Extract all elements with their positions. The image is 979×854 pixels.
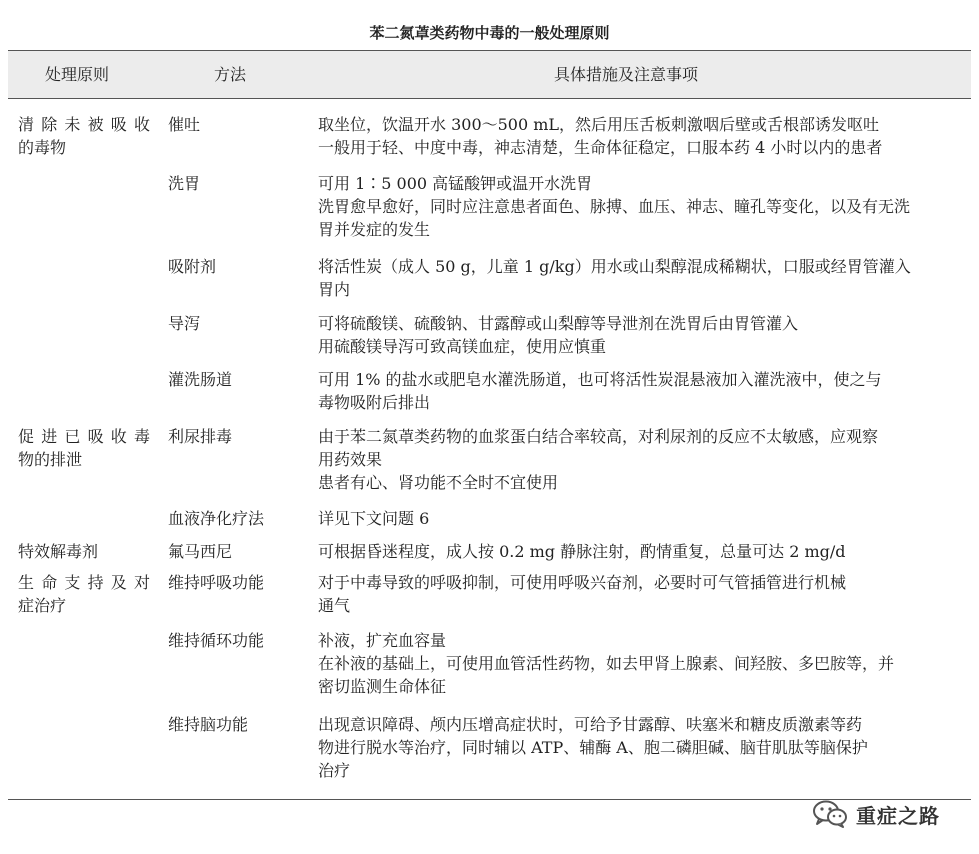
- detail-line: 胃内: [318, 280, 351, 299]
- detail-line: 详见下文问题 6: [318, 509, 430, 528]
- detail-line: 用硫酸镁导泻可致高镁血症，使用应慎重: [318, 337, 607, 356]
- detail-cell: [318, 113, 963, 159]
- detail-line: 毒物吸附后排出: [318, 393, 431, 412]
- method-cell: 维持呼吸功能: [168, 573, 265, 592]
- wechat-icon: [812, 800, 848, 828]
- detail-line: 物进行脱水等治疗，同时辅以 ATP、辅酶 A、胞二磷胆碱、脑苷肌肽等脑保护: [318, 738, 868, 757]
- method-cell: 利尿排毒: [168, 427, 233, 446]
- detail-line: 对于中毒导致的呼吸抑制，可使用呼吸兴奋剂，必要时可气管插管进行机械: [318, 573, 847, 592]
- detail-cell: [318, 629, 963, 698]
- watermark: [812, 799, 940, 829]
- detail-line: 患者有心、肾功能不全时不宜使用: [318, 473, 559, 492]
- principle-line: 的毒物: [18, 138, 67, 157]
- detail-line: 洗胃愈早愈好，同时应注意患者面色、脉搏、血压、神志、瞳孔等变化，以及有无洗: [318, 197, 911, 216]
- principle-line: 物的排泄: [18, 450, 83, 469]
- principle-line: 促进已吸收毒: [18, 427, 150, 446]
- detail-cell: [318, 425, 963, 494]
- detail-cell: [318, 172, 963, 241]
- principle-line: 生命支持及对: [18, 573, 150, 592]
- header-principle: 处理原则: [45, 65, 110, 84]
- detail-cell: [318, 312, 963, 358]
- detail-line: 在补液的基础上，可使用血管活性药物，如去甲肾上腺素、间羟胺、多巴胺等，并: [318, 654, 895, 673]
- detail-line: 治疗: [318, 761, 351, 780]
- detail-cell: [318, 507, 963, 530]
- detail-cell: [318, 571, 963, 617]
- method-cell: 催吐: [168, 115, 201, 134]
- table-title: 苯二氮䓬类药物中毒的一般处理原则: [369, 24, 610, 42]
- method-cell: 维持循环功能: [168, 631, 265, 650]
- detail-line: 出现意识障碍、颅内压增高症状时，可给予甘露醇、呋塞米和糖皮质激素等药: [318, 715, 863, 734]
- detail-line: 可用 1∶5 000 高锰酸钾或温开水洗胃: [318, 174, 593, 193]
- detail-line: 由于苯二氮䓬类药物的血浆蛋白结合率较高，对利尿剂的反应不太敏感，应观察: [318, 427, 879, 446]
- detail-line: 取坐位，饮温开水 300～500 mL，然后用压舌板刺激咽后壁或舌根部诱发呕吐: [318, 115, 880, 134]
- method-cell: 洗胃: [168, 174, 201, 193]
- detail-cell: [318, 368, 963, 414]
- detail-line: 通气: [318, 596, 351, 615]
- header-details: 具体措施及注意事项: [554, 65, 699, 84]
- principle-antidote: [18, 540, 160, 563]
- detail-line: 可将硫酸镁、硫酸钠、甘露醇或山梨醇等导泄剂在洗胃后由胃管灌入: [318, 314, 799, 333]
- method-cell: 氟马西尼: [168, 542, 233, 561]
- detail-line: 一般用于轻、中度中毒，神志清楚，生命体征稳定，口服本药 4 小时以内的患者: [318, 138, 883, 157]
- header-method: 方法: [214, 65, 247, 84]
- detail-line: 用药效果: [318, 450, 383, 469]
- principle-line: 特效解毒剂: [18, 542, 99, 561]
- method-cell: 吸附剂: [168, 257, 217, 276]
- detail-cell: [318, 255, 963, 301]
- method-cell: 灌洗肠道: [168, 370, 233, 389]
- detail-line: 胃并发症的发生: [318, 220, 431, 239]
- detail-cell: [318, 540, 963, 563]
- principle-promote-excretion: [18, 425, 160, 471]
- detail-line: 补液，扩充血容量: [318, 631, 447, 650]
- header-band: [8, 51, 971, 98]
- header-rule: [8, 98, 971, 99]
- method-cell: 导泻: [168, 314, 201, 333]
- principle-line: 症治疗: [18, 596, 67, 615]
- principle-remove-unabsorbed: [18, 113, 160, 159]
- detail-line: 将活性炭（成人 50 g，儿童 1 g/kg）用水或山梨醇混成稀糊状，口服或经胃管灌入: [318, 257, 911, 276]
- principle-line: 清除未被吸收: [18, 115, 150, 134]
- detail-line: 可用 1% 的盐水或肥皂水灌洗肠道，也可将活性炭混悬液加入灌洗液中，使之与: [318, 370, 882, 389]
- principle-life-support: [18, 571, 160, 617]
- watermark-text: 重症之路: [856, 803, 940, 828]
- detail-line: 密切监测生命体征: [318, 677, 447, 696]
- method-cell: 血液净化疗法: [168, 509, 265, 528]
- method-cell: 维持脑功能: [168, 715, 249, 734]
- detail-line: 可根据昏迷程度，成人按 0.2 mg 静脉注射，酌情重复，总量可达 2 mg/d: [318, 542, 846, 561]
- detail-cell: [318, 713, 963, 782]
